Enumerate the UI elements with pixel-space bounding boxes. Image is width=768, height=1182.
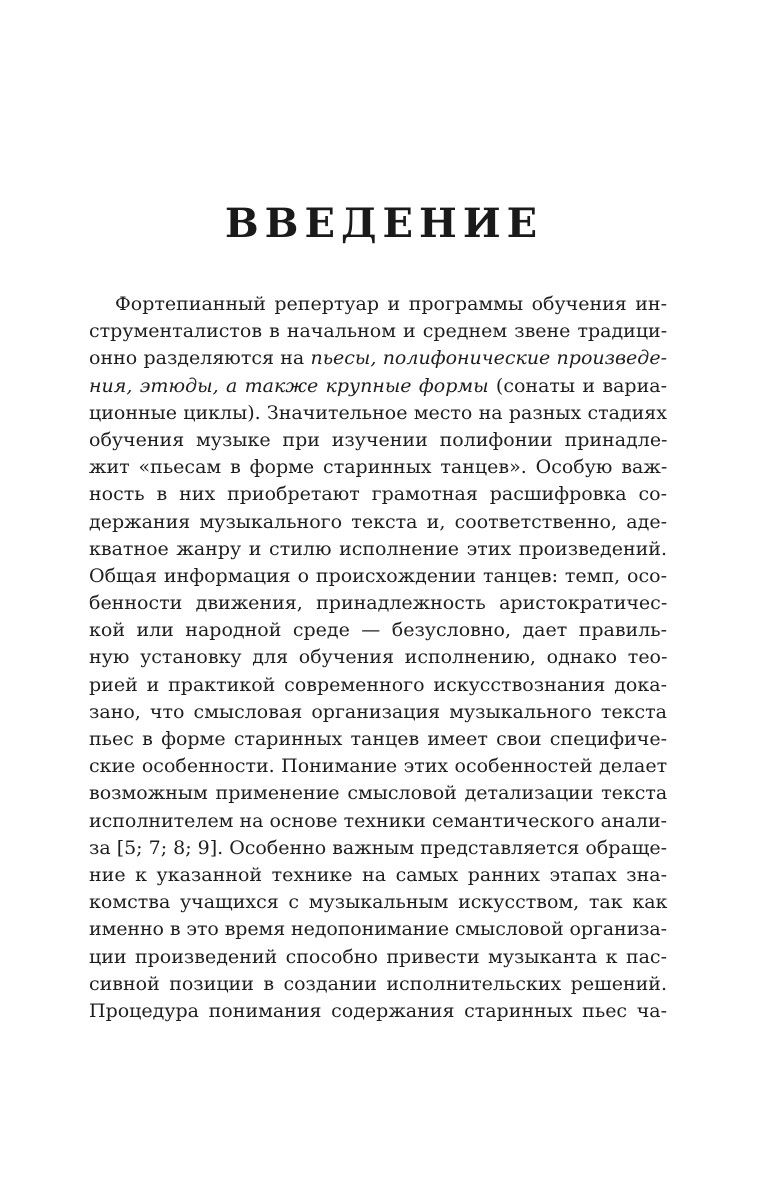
text-line — [89, 753, 667, 780]
text-line — [89, 971, 667, 998]
text-segment: Процедура понимания содержания старинных пьес ча- — [89, 999, 668, 1022]
text-segment: обучения музыке при изучении полифонии принадле- — [89, 428, 668, 451]
text-segment: сивной позиции в создании исполнительских решений. — [89, 972, 668, 995]
text-line — [89, 373, 667, 400]
text-line — [89, 862, 667, 889]
text-segment: держания музыкального текста и, соответственно, аде- — [89, 510, 667, 533]
text-line — [89, 780, 667, 807]
text-line — [89, 699, 667, 726]
text-segment: кватное жанру и стилю исполнение этих произведений. — [89, 537, 667, 560]
italic-text: пьесы, полифонические произведе- — [310, 347, 667, 370]
text-segment: ские особенности. Понимание этих особенностей делает — [89, 755, 668, 778]
text-line — [89, 427, 667, 454]
text-segment: жит «пьесам в форме старинных танцев». Особую важ- — [89, 456, 668, 479]
text-line — [89, 808, 667, 835]
text-segment: именно в это время недопонимание смысловой организа- — [89, 918, 667, 941]
text-segment: комства учащихся с музыкальным искусством, так как — [89, 891, 668, 914]
text-segment: ционные циклы). Значительное место на разных стадиях — [89, 401, 667, 424]
text-line — [89, 400, 667, 427]
text-segment: Общая информация о происхождении танцев: темп, осо- — [89, 564, 667, 587]
text-segment: за [5; 7; 8; 9]. Особенно важным представляется обраще- — [89, 836, 667, 859]
text-segment: ную установку для обучения исполнению, однако тео- — [89, 646, 668, 669]
text-segment: зано, что смысловая организация музыкального текста — [89, 700, 667, 723]
body-paragraph — [89, 291, 667, 1025]
text-line — [89, 318, 667, 345]
text-segment: (сонаты и вариа- — [488, 374, 667, 397]
italic-text: ния, этюды, а также крупные формы — [89, 374, 489, 397]
text-segment: бенности движения, принадлежность аристократичес- — [89, 592, 668, 615]
text-segment: пьес в форме старинных танцев имеет свои специфиче- — [89, 728, 667, 750]
text-line — [89, 590, 667, 617]
text-line — [89, 835, 667, 862]
text-line — [89, 889, 667, 916]
text-segment: ность в них приобретают грамотная расшифровка со- — [89, 483, 667, 506]
text-segment: кой или народной среде — безусловно, дает правиль- — [89, 619, 668, 642]
text-line — [89, 291, 667, 318]
text-segment: онно разделяются на — [89, 347, 311, 370]
text-line — [89, 563, 667, 590]
text-line — [89, 644, 667, 671]
chapter-title: ВВЕДЕНИЕ — [224, 200, 544, 247]
text-line — [89, 454, 667, 481]
text-segment: Фортепианный репертуар и программы обучения ин- — [115, 293, 667, 315]
text-line — [89, 998, 667, 1025]
text-line — [89, 944, 667, 971]
text-segment: возможным применение смысловой детализации текста — [89, 782, 668, 805]
text-segment: исполнителем на основе техники семантического анали- — [89, 809, 667, 832]
text-line — [89, 536, 667, 563]
text-segment: струменталистов в начальном и среднем звене традици- — [89, 320, 668, 343]
text-line — [89, 481, 667, 508]
text-line — [89, 509, 667, 536]
text-line — [89, 345, 667, 372]
text-line — [89, 617, 667, 644]
text-line — [89, 672, 667, 699]
text-line — [89, 916, 667, 943]
text-segment: рией и практикой современного искусствознания дока- — [89, 673, 667, 696]
text-segment: ции произведений способно привести музыканта к пас- — [89, 945, 667, 968]
text-line — [89, 726, 667, 753]
text-segment: ние к указанной технике на самых ранних этапах зна- — [89, 863, 667, 886]
